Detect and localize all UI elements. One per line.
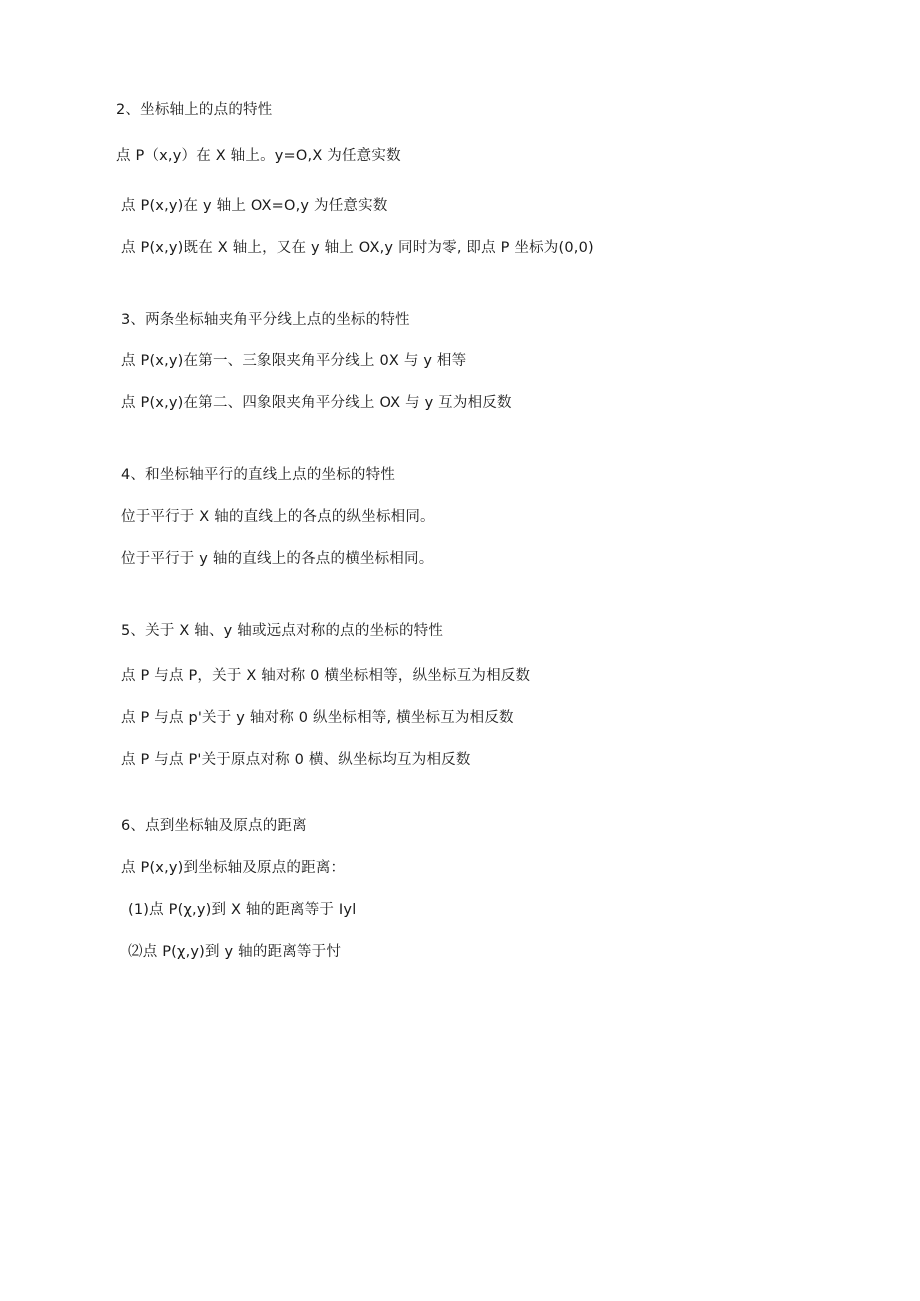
section-heading-5: 5、关于 X 轴、y 轴或远点对称的点的坐标的特性	[121, 623, 444, 639]
section-2-line-3: 点 P(x,y)既在 X 轴上，又在 y 轴上 OX,y 同时为零, 即点 P 坐标为(0,0)	[121, 240, 594, 256]
section-5-line-1: 点 P 与点 P，关于 X 轴对称 0 横坐标相等，纵坐标互为相反数	[121, 668, 531, 684]
section-6-line-3: ⑵点 P(χ,y)到 y 轴的距离等于忖	[128, 944, 342, 960]
section-2-line-2: 点 P(x,y)在 y 轴上 OX=O,y 为任意实数	[121, 198, 388, 214]
section-heading-4: 4、和坐标轴平行的直线上点的坐标的特性	[121, 467, 396, 483]
section-2-line-1: 点 P（x,y）在 X 轴上。y=O,X 为任意实数	[116, 148, 401, 164]
section-heading-2: 2、坐标轴上的点的特性	[116, 102, 273, 118]
section-3-line-1: 点 P(x,y)在第一、三象限夹角平分线上 0X 与 y 相等	[121, 353, 467, 369]
section-6-line-2: (1)点 P(χ,y)到 X 轴的距离等于 Iyl	[128, 902, 357, 918]
section-4-line-2: 位于平行于 y 轴的直线上的各点的横坐标相同。	[121, 551, 434, 567]
section-6-line-1: 点 P(x,y)到坐标轴及原点的距离：	[121, 860, 346, 876]
section-5-line-3: 点 P 与点 P'关于原点对称 0 横、纵坐标均互为相反数	[121, 752, 471, 768]
section-heading-3: 3、两条坐标轴夹角平分线上点的坐标的特性	[121, 312, 410, 328]
section-5-line-2: 点 P 与点 p'关于 y 轴对称 0 纵坐标相等, 横坐标互为相反数	[121, 710, 514, 726]
section-4-line-1: 位于平行于 X 轴的直线上的各点的纵坐标相同。	[121, 509, 435, 525]
section-3-line-2: 点 P(x,y)在第二、四象限夹角平分线上 OX 与 y 互为相反数	[121, 395, 512, 411]
section-heading-6: 6、点到坐标轴及原点的距离	[121, 818, 307, 834]
